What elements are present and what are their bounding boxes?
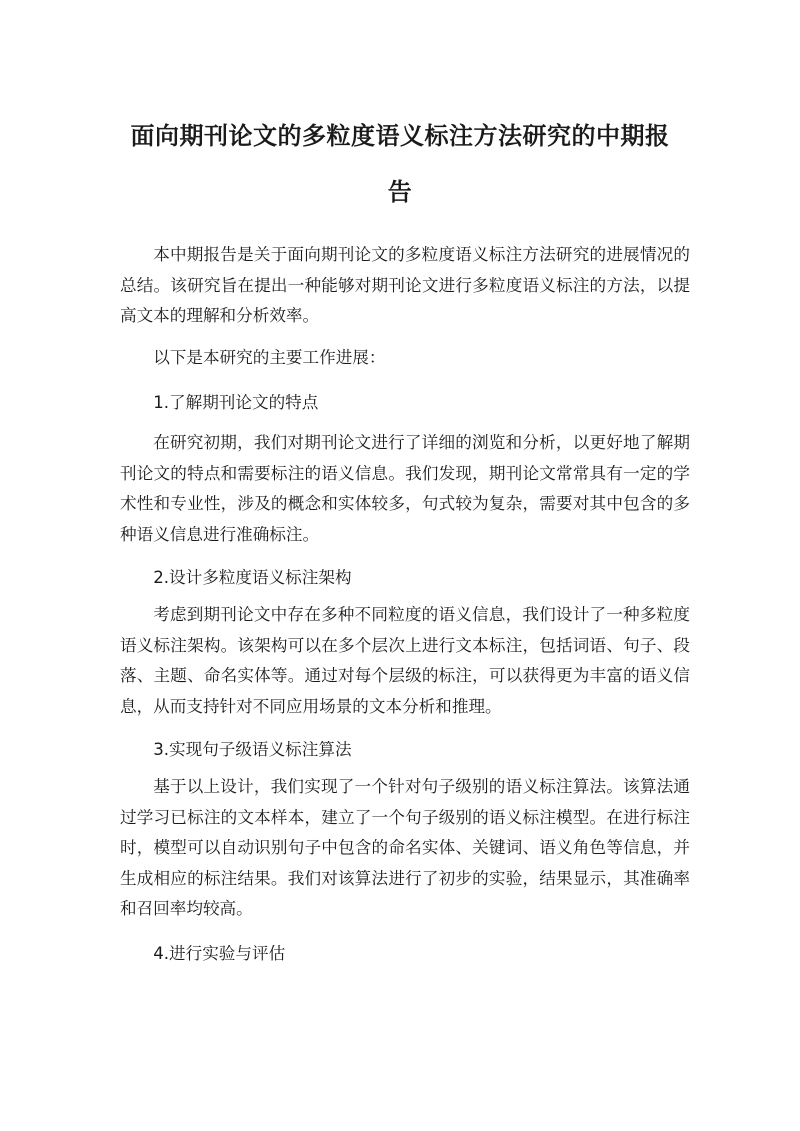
section-1-body: 在研究初期，我们对期刊论文进行了详细的浏览和分析，以更好地了解期刊论文的特点和需要标注的语义信息。我们发现，期刊论文常常具有一定的学术性和专业性，涉及的概念和实体较多，句式较为复杂，需要对其中包含的多种语义信息进行准确标注。 bbox=[120, 433, 690, 544]
section-2-heading: 2.设计多粒度语义标注架构 bbox=[153, 568, 352, 587]
section-2-body: 考虑到期刊论文中存在多种不同粒度的语义信息，我们设计了一种多粒度语义标注架构。该架构可以在多个层次上进行文本标注，包括词语、句子、段落、主题、命名实体等。通过对每个层级的标注，可以获得更为丰富的语义信息，从而支持针对不同应用场景的文本分析和推理。 bbox=[120, 605, 690, 716]
section-4-heading: 4.进行实验与评估 bbox=[153, 944, 286, 963]
section-1-heading: 1.了解期刊论文的特点 bbox=[153, 393, 319, 412]
intro-paragraph: 本中期报告是关于面向期刊论文的多粒度语义标注方法研究的进展情况的总结。该研究旨在提出一种能够对期刊论文进行多粒度语义标注的方法，以提高文本的理解和分析效率。 bbox=[120, 245, 690, 325]
section-3-body: 基于以上设计，我们实现了一个针对句子级别的语义标注算法。该算法通过学习已标注的文本样本，建立了一个句子级别的语义标注模型。在进行标注时，模型可以自动识别句子中包含的命名实体、关键词、语义角色等信息，并生成相应的标注结果。我们对该算法进行了初步的实验，结果显示，其准确率和召回率均较高。 bbox=[120, 777, 690, 918]
progress-intro: 以下是本研究的主要工作进展： bbox=[153, 348, 386, 367]
document-title: 面向期刊论文的多粒度语义标注方法研究的中期报告 bbox=[130, 122, 670, 206]
section-3-heading: 3.实现句子级语义标注算法 bbox=[153, 740, 352, 759]
